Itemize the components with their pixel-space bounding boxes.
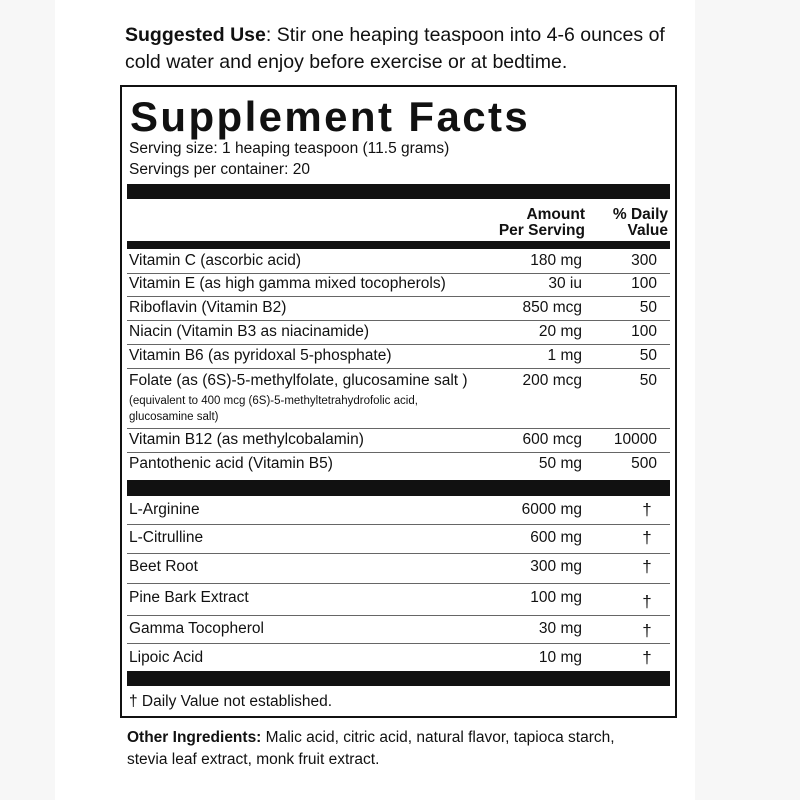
dagger-mark: † xyxy=(642,500,652,519)
nutrient-name: Vitamin B12 (as methylcobalamin) xyxy=(129,431,364,448)
row-divider xyxy=(127,615,670,616)
daily-value-header-line2: Value xyxy=(627,222,668,239)
nutrient-amount: 200 mcg xyxy=(522,372,582,389)
suggested-use xyxy=(125,22,700,76)
nutrient-name: Folate (as (6S)-5-methylfolate, glucosamine salt ) xyxy=(129,372,468,389)
nutrient-daily-value: 50 xyxy=(639,372,657,389)
other-ingredients-label: Other Ingredients: xyxy=(127,729,262,746)
ingredient-name: Pine Bark Extract xyxy=(129,589,249,606)
row-divider xyxy=(127,524,670,525)
nutrient-daily-value: 10000 xyxy=(613,431,657,448)
ingredient-amount: 100 mg xyxy=(530,589,582,606)
suggested-use-text: : Stir one heaping teaspoon into 4-6 ounces of cold water and enjoy before exercise or at bedtime. xyxy=(125,24,665,73)
row-divider xyxy=(127,368,670,369)
amount-header-line2: Per Serving xyxy=(498,222,585,239)
nutrient-daily-value: 500 xyxy=(631,455,657,472)
nutrient-daily-value: 100 xyxy=(631,323,657,340)
nutrient-amount: 20 mg xyxy=(538,323,582,340)
ingredient-name: L-Citrulline xyxy=(129,529,204,546)
daily-value-header xyxy=(613,207,668,239)
ingredient-name: L-Arginine xyxy=(129,501,200,518)
thick-divider xyxy=(127,184,670,199)
dagger-mark: † xyxy=(642,621,652,640)
other-ingredients xyxy=(127,727,627,771)
ingredient-name: Gamma Tocopherol xyxy=(129,620,264,637)
nutrient-name: Vitamin B6 (as pyridoxal 5-phosphate) xyxy=(129,347,392,364)
nutrient-daily-value: 50 xyxy=(639,299,657,316)
thick-divider xyxy=(127,671,670,686)
ingredient-amount: 300 mg xyxy=(530,558,582,575)
servings-per-container: Servings per container: 20 xyxy=(129,161,310,178)
nutrient-amount: 50 mg xyxy=(538,455,582,472)
supplement-facts-panel xyxy=(120,85,677,718)
serving-size: Serving size: 1 heaping teaspoon (11.5 grams) xyxy=(129,140,450,157)
nutrient-name: Niacin (Vitamin B3 as niacinamide) xyxy=(129,323,370,340)
ingredient-amount: 10 mg xyxy=(538,649,582,666)
nutrient-amount: 180 mg xyxy=(530,252,582,269)
row-divider xyxy=(127,344,670,345)
ingredient-amount: 600 mg xyxy=(530,529,582,546)
row-divider xyxy=(127,320,670,321)
thick-divider xyxy=(127,480,670,496)
nutrient-name: Vitamin E (as high gamma mixed tocopherols) xyxy=(129,275,446,292)
folate-equivalent-note-cont: glucosamine salt) xyxy=(129,411,219,423)
nutrient-name: Riboflavin (Vitamin B2) xyxy=(129,299,287,316)
daily-value-header-line1: % Daily xyxy=(612,206,668,223)
nutrient-amount: 30 iu xyxy=(548,275,582,292)
row-divider xyxy=(127,553,670,554)
amount-header-line1: Amount xyxy=(526,206,585,223)
nutrient-name: Pantothenic acid (Vitamin B5) xyxy=(129,455,333,472)
nutrient-daily-value: 300 xyxy=(631,252,657,269)
row-divider xyxy=(127,583,670,584)
amount-header xyxy=(499,207,585,239)
panel-title: Supplement Facts xyxy=(130,93,531,140)
row-divider xyxy=(127,296,670,297)
nutrient-amount: 1 mg xyxy=(547,347,582,364)
header-divider xyxy=(127,241,670,249)
nutrient-name: Vitamin C (ascorbic acid) xyxy=(129,252,301,269)
dagger-mark: † xyxy=(642,648,652,667)
suggested-use-label: Suggested Use xyxy=(125,24,266,46)
ingredient-name: Beet Root xyxy=(129,558,198,575)
nutrient-amount: 600 mcg xyxy=(522,431,582,448)
other-ingredients-text: Malic acid, citric acid, natural flavor, tapioca starch, stevia leaf extract, monk fruit extract. xyxy=(127,729,615,768)
dagger-mark: † xyxy=(642,528,652,547)
ingredient-name: Lipoic Acid xyxy=(129,649,204,666)
row-divider xyxy=(127,452,670,453)
dagger-mark: † xyxy=(642,592,652,611)
ingredient-amount: 30 mg xyxy=(538,620,582,637)
dagger-mark: † xyxy=(642,557,652,576)
daily-value-footnote: † Daily Value not established. xyxy=(129,693,333,710)
row-divider xyxy=(127,643,670,644)
nutrient-daily-value: 50 xyxy=(639,347,657,364)
folate-equivalent-note: (equivalent to 400 mcg (6S)-5-methyltetrahydrofolic acid, xyxy=(129,395,418,407)
row-divider xyxy=(127,428,670,429)
nutrient-daily-value: 100 xyxy=(631,275,657,292)
nutrient-amount: 850 mcg xyxy=(522,299,582,316)
ingredient-amount: 6000 mg xyxy=(521,501,582,518)
